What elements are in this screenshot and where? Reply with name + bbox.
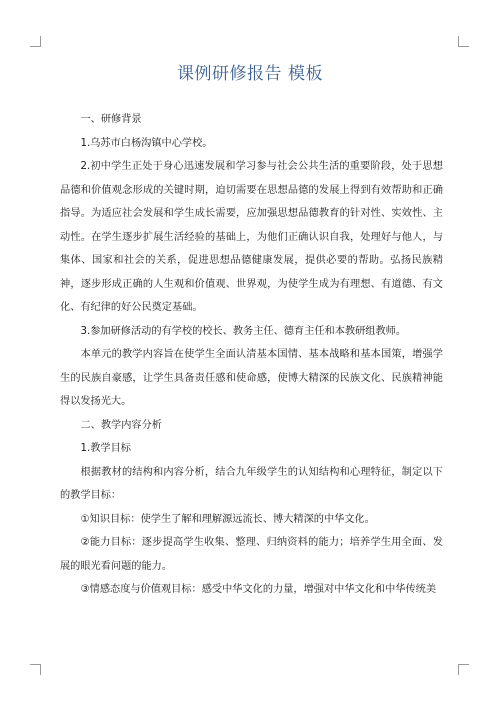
crop-mark-top-right: [458, 36, 469, 47]
paragraph-school: 1.乌苏市白杨沟镇中心学校。: [80, 137, 213, 149]
crop-mark-top-left: [30, 36, 41, 47]
paragraph-goals-intro: 根据教材的结构和内容分析，结合九年级学生的认知结构和心理特征，制定以下的教学目标：: [60, 466, 443, 501]
paragraph-knowledge-goal: ①知识目标：使学生了解和理解源远流长、博大精深的中华文化。: [80, 513, 375, 525]
section-heading-content-analysis: 二、教学内容分析: [80, 419, 162, 431]
paragraph-participants: 3.参加研修活动的有学校的校长、教务主任、德育主任和本教研组教师。: [80, 325, 407, 337]
crop-mark-bottom-right: [458, 664, 469, 675]
paragraph-emotion-goal: ③情感态度与价值观目标：感受中华文化的力量，增强对中华文化和中华传统美: [80, 584, 437, 595]
subheading-teaching-goals: 1.教学目标: [80, 443, 131, 454]
document-title: 课例研修报告 模板: [177, 64, 323, 84]
document-body: [60, 108, 443, 602]
paragraph-student-stage: 2.初中学生正处于身心迅速发展和学习参与社会公共生活的重要阶段，处于思想品德和价值观念形成的关键时期，迫切需要在思想品德的发展上得到有效帮助和正确指导。为适应社会发展和学生成长需要，应加强思想品德教育的针对性、实效性、主动性。在学生逐步扩展生活经验的基础上，为他们正确认识自我，处理好与他人，与集体、国家和社会的关系，促进思想品德健康发展，提供必要的帮助。弘扬民族精神，逐步形成正确的人生观和价值观、世界观，为使学生成为有理想、有道德、有文化、有纪律的好公民奠定基础。: [60, 161, 443, 313]
crop-mark-bottom-left: [30, 664, 41, 675]
paragraph-unit-purpose: 本单元的教学内容旨在使学生全面认清基本国情、基本战略和基本国策，增强学生的民族自豪感，让学生具备责任感和使命感，使博大精深的民族文化、民族精神能得以发扬光大。: [60, 349, 443, 407]
paragraph-ability-goal: ②能力目标：逐步提高学生收集、整理、归纳资料的能力；培养学生用全面、发展的眼光看问题的能力。: [60, 537, 443, 572]
section-heading-background: 一、研修背景: [80, 114, 142, 125]
